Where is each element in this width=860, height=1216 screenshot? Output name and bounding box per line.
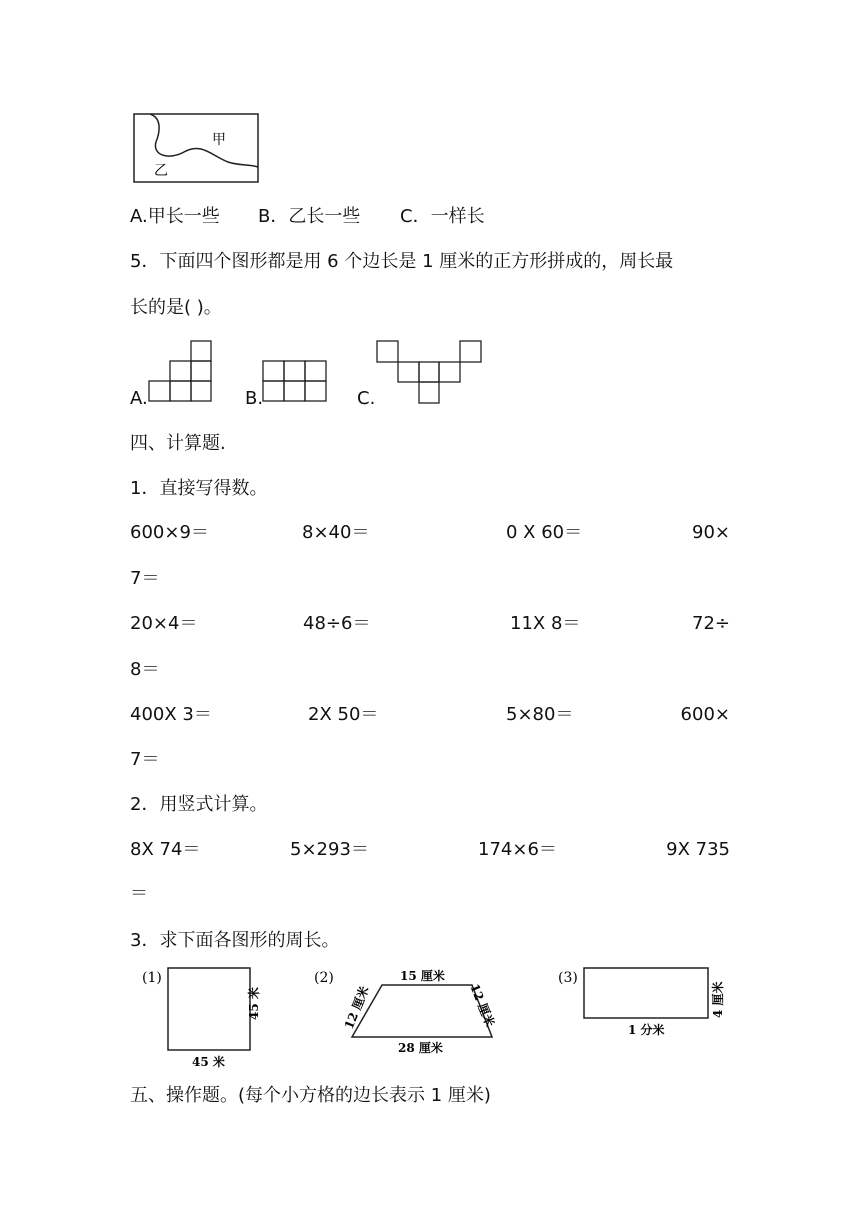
q5-shape-a bbox=[148, 340, 214, 404]
calc1-r2-wrap: 8＝ bbox=[130, 659, 160, 680]
q4-label-jia: 甲 bbox=[212, 132, 226, 148]
rectangle-side-label: 4 厘米 bbox=[711, 981, 725, 1018]
q4-label-yi: 乙 bbox=[154, 163, 168, 179]
q4-figure-curve bbox=[150, 114, 258, 167]
calc1-r3-c3: 5×80＝ bbox=[506, 704, 574, 725]
calc3-figure-square bbox=[140, 962, 280, 1072]
q4-option-c: C．一样长 bbox=[400, 206, 485, 227]
q5-option-c-label: C. bbox=[357, 388, 376, 409]
calc1-r3-c1: 400X 3＝ bbox=[130, 704, 212, 725]
q5-option-b-label: B. bbox=[245, 388, 264, 409]
q5-shape-c bbox=[376, 340, 484, 406]
rectangle-bottom-label: 1 分米 bbox=[628, 1023, 665, 1037]
section4-title: 四、计算题. bbox=[130, 433, 226, 454]
calc1-r2-c1: 20×4＝ bbox=[130, 613, 198, 634]
calc1-r1-c1: 600×9＝ bbox=[130, 522, 209, 543]
calc1-r2-c3: 11X 8＝ bbox=[510, 613, 581, 634]
q5-question-line2: 长的是( )。 bbox=[130, 297, 222, 318]
calc3-figure-rectangle bbox=[556, 962, 732, 1040]
calc2-item-4: 9X 735 bbox=[666, 839, 730, 860]
calc1-r3-c4: 600× bbox=[680, 704, 730, 725]
calc3-figure-trapezoid bbox=[312, 962, 512, 1060]
trapezoid-bottom-label: 28 厘米 bbox=[398, 1041, 443, 1055]
calc3-fig2-number: (2) bbox=[314, 970, 334, 986]
square-shape bbox=[168, 968, 250, 1050]
q4-option-b: B．乙长一些 bbox=[258, 206, 361, 227]
trapezoid-left-label: 12 厘米 bbox=[341, 984, 372, 1032]
rectangle-shape bbox=[584, 968, 708, 1018]
trapezoid-right-label: 12 厘米 bbox=[467, 981, 498, 1029]
calc2-item-2: 5×293＝ bbox=[290, 839, 369, 860]
calc3-title: 3．求下面各图形的周长。 bbox=[130, 930, 340, 951]
q5-option-a-label: A. bbox=[130, 388, 148, 409]
calc1-r1-c2: 8×40＝ bbox=[302, 522, 370, 543]
calc3-fig1-number: (1) bbox=[142, 970, 162, 986]
section5-title: 五、操作题。(每个小方格的边长表示 1 厘米) bbox=[130, 1085, 491, 1106]
q4-figure bbox=[132, 112, 260, 184]
calc2-wrap: ＝ bbox=[130, 883, 148, 904]
q4-option-a: A.甲长一些 bbox=[130, 206, 220, 227]
square-side-label: 45 米 bbox=[247, 987, 261, 1020]
trapezoid-top-label: 15 厘米 bbox=[400, 969, 445, 983]
calc1-title: 1．直接写得数。 bbox=[130, 478, 268, 499]
calc2-item-3: 174×6＝ bbox=[478, 839, 557, 860]
q5-shape-b bbox=[262, 360, 328, 404]
calc3-fig3-number: (3) bbox=[558, 970, 578, 986]
calc2-item-1: 8X 74＝ bbox=[130, 839, 201, 860]
q5-question-line1: 5．下面四个图形都是用 6 个边长是 1 厘米的正方形拼成的，周长最 bbox=[130, 251, 674, 272]
square-bottom-label: 45 米 bbox=[192, 1055, 225, 1069]
calc1-r2-c4: 72÷ bbox=[692, 613, 730, 634]
calc2-title: 2．用竖式计算。 bbox=[130, 794, 268, 815]
calc1-r3-c2: 2X 50＝ bbox=[308, 704, 379, 725]
calc1-r3-wrap: 7＝ bbox=[130, 749, 160, 770]
calc1-r1-c3: 0 X 60＝ bbox=[506, 522, 583, 543]
calc1-r1-c4: 90× bbox=[692, 522, 730, 543]
calc1-r1-wrap: 7＝ bbox=[130, 568, 160, 589]
calc1-r2-c2: 48÷6＝ bbox=[303, 613, 371, 634]
